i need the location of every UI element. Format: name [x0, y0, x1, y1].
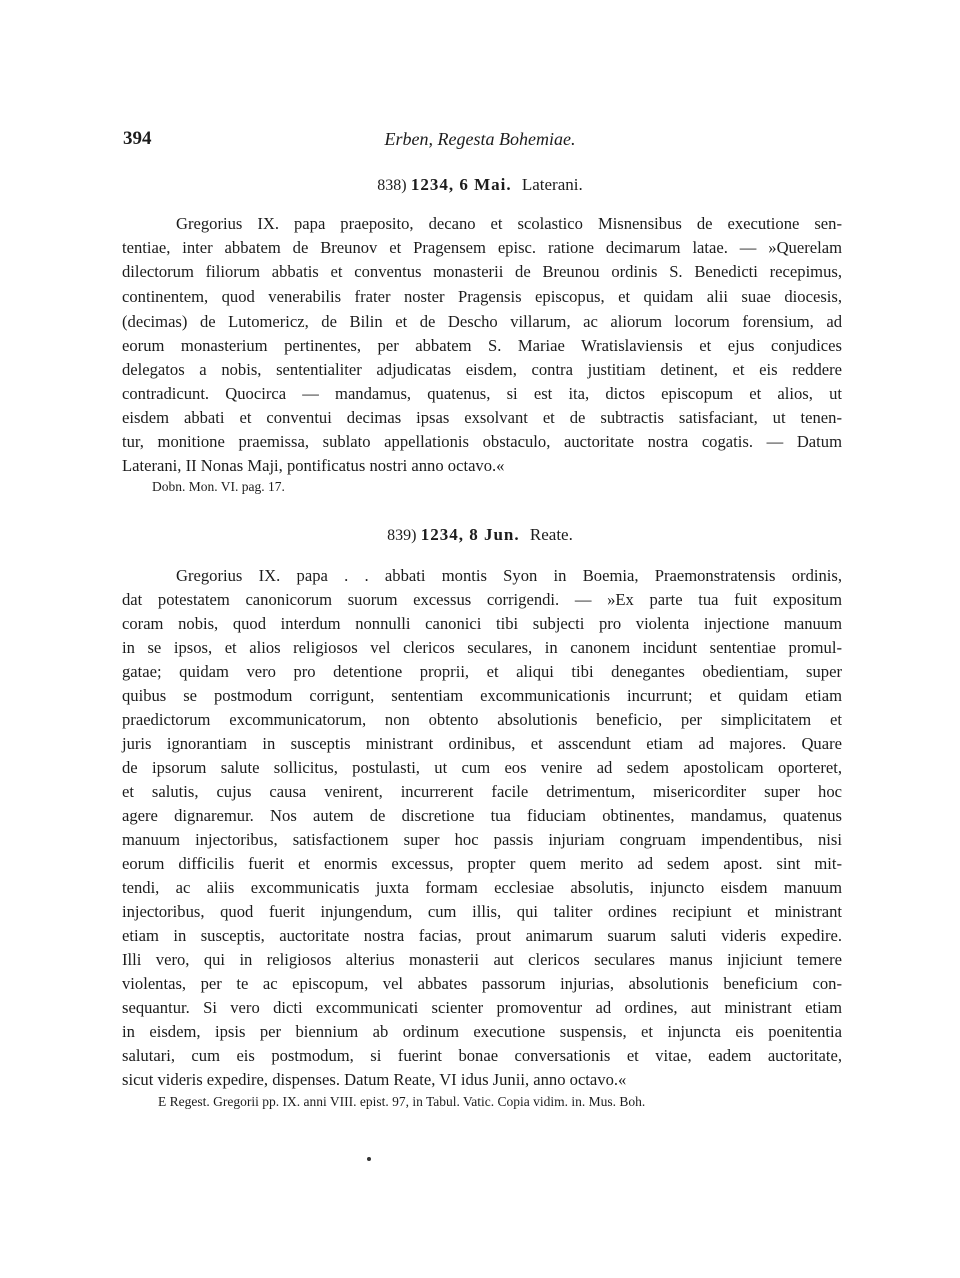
text-line: tur, monitione praemissa, sublato appellationis obstaculo, auctoritate nostra cogatis. — Datum	[122, 432, 842, 451]
text-line: injectoribus, quod fuerit injungendum, cum illis, qui taliter ordines recipiunt et ministrant	[122, 902, 842, 921]
entry-839-heading	[0, 525, 960, 545]
text-line: contradicunt. Quocirca — mandamus, quatenus, si est ita, dictos episcopum et alios, ut	[122, 384, 842, 403]
text-line: dat potestatem canonicorum suorum excessus corrigendi. — »Ex parte tua fuit expositum	[122, 590, 842, 609]
text-line: et salutis, cujus causa venirent, incurrerent facile detrimentum, misericorditer super hoc	[122, 782, 842, 801]
text-line: gatae; quidam vero pro detentione proprii, et aliqui tibi denegantes obedientiam, super	[122, 662, 842, 681]
entry-number: 838)	[377, 177, 407, 194]
text-line: manuum injectoribus, satisfactionem super hoc passis injuriam congruam impendentibus, nisi	[122, 830, 842, 849]
text-line: eisdem abbati et conventui decimas ipsas exsolvant et de subtractis satisfaciant, ut tenen-	[122, 408, 842, 427]
text-line: etiam in susceptis, auctoritate nostra facias, prout animarum suarum saluti videris expedire.	[122, 926, 842, 945]
source-citation: E Regest. Gregorii pp. IX. anni VIII. epist. 97, in Tabul. Vatic. Copia vidim. in. Mus. Boh.	[158, 1094, 646, 1109]
text-line: continentem, quod venerabilis frater noster Pragensis episcopus, et quidam alii suae diocesis,	[122, 287, 842, 306]
ink-speck	[367, 1157, 371, 1161]
text-line: Illi vero, qui in religiosos alterius monasterii aut clericos seculares manus injiciunt temere	[122, 950, 842, 969]
text-line: agere dignaremur. Nos autem de discretione tua fiduciam obtinentes, mandamus, quatenus	[122, 806, 842, 825]
text-line: Gregorius IX. papa . . abbati montis Syon in Boemia, Praemonstratensis ordinis,	[176, 566, 842, 585]
source-citation: Dobn. Mon. VI. pag. 17.	[152, 479, 285, 494]
text-line: dilectorum filiorum abbatis et conventus monasterii de Breunou ordinis S. Benedicti recepimus,	[122, 262, 842, 281]
text-line: in eisdem, ipsis per biennium ab ordinum executione suspensis, et injuncta eis poenitentia	[122, 1022, 842, 1041]
text-line: quibus se postmodum corrigunt, sententiam excommunicationis incurrunt; et quidam etiam	[122, 686, 842, 705]
text-line: tentiae, inter abbatem de Breunov et Pragensem episc. ratione decimarum latae. — »Querelam	[122, 238, 842, 257]
text-line: Laterani, II Nonas Maji, pontificatus nostri anno octavo.«	[122, 456, 505, 475]
text-line: Gregorius IX. papa praeposito, decano et scolastico Misnensibus de executione sen-	[176, 214, 842, 233]
entry-date: 1234, 8 Jun.	[420, 525, 520, 544]
text-line: eorum monasterium pertinentes, per abbatem S. Mariae Wratislaviensis et ejus conjudices	[122, 336, 842, 355]
text-line: sicut videris expedire, dispenses. Datum Reate, VI idus Junii, anno octavo.«	[122, 1070, 627, 1089]
text-line: praedictorum excommunicatorum, non obtento absolutionis beneficio, per simplicitatem et	[122, 710, 842, 729]
text-line: coram nobis, quod interdum nonnulli canonici tibi subjecti pro violenta injectione manuum	[122, 614, 842, 633]
entry-place: Reate.	[529, 525, 573, 544]
text-line: (decimas) de Lutomericz, de Bilin et de Descho villarum, ac aliorum locorum forensium, ad	[122, 312, 842, 331]
text-line: tendi, ac aliis excommunicatis juxta formam ecclesiae absolutis, injuncto eisdem manuum	[122, 878, 842, 897]
page-number: 394	[123, 128, 152, 149]
entry-number: 839)	[387, 527, 417, 544]
text-line: sequantur. Si vero dicti excommunicati scienter promoventur ad ordines, aut ministrant etiam	[122, 998, 842, 1017]
entry-place: Laterani.	[521, 175, 583, 194]
text-line: juris ignorantiam in susceptis ministrant ordinibus, et asscendunt etiam ad majores. Quare	[122, 734, 842, 753]
text-line: delegatos a nobis, sententialiter adjudicatas eisdem, contra justitiam detinent, et eis reddere	[122, 360, 842, 379]
text-line: in se ipsos, et alios religiosos vel clericos seculares, in canonem incidunt sententiae promul-	[122, 638, 842, 657]
text-line: eorum difficilis fuerit et enormis excessus, propter quem merito ad sedem apost. sint mit-	[122, 854, 842, 873]
text-line: de ipsorum salute sollicitus, postulasti, ut cum eos venire ad sedem apostolicam oporteret,	[122, 758, 842, 777]
text-line: salutari, cum eis postmodum, si fuerint bonae conversationis et vitae, eadem auctoritate,	[122, 1046, 842, 1065]
entry-date: 1234, 6 Mai.	[410, 175, 512, 194]
text-line: violentas, per te ac episcopum, vel abbates passorum injurias, absolutionis beneficium con-	[122, 974, 842, 993]
entry-838-heading	[0, 175, 960, 195]
running-head	[0, 128, 960, 158]
running-title: Erben, Regesta Bohemiae.	[384, 129, 576, 149]
